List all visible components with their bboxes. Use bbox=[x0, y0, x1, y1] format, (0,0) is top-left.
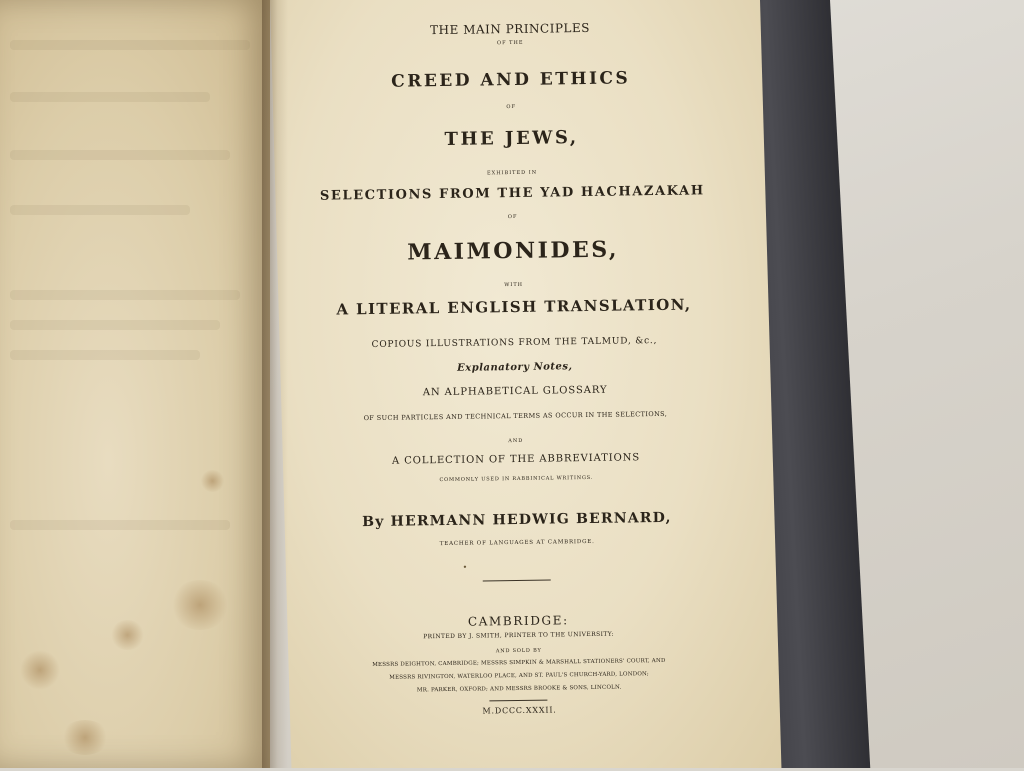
title-line-glossary: AN ALPHABETICAL GLOSSARY bbox=[422, 384, 608, 399]
ornament-dot: • bbox=[462, 562, 468, 572]
title-connector: OF bbox=[506, 103, 516, 111]
show-through-text bbox=[10, 150, 230, 160]
title-connector: OF bbox=[507, 213, 518, 221]
imprint-sellers: MESSRS DEIGHTON, CAMBRIDGE; MESSRS SIMPKIN & MARSHALL STATIONERS' COURT, AND bbox=[372, 657, 666, 669]
divider-rule bbox=[483, 580, 551, 582]
title-line-translation: A LITERAL ENGLISH TRANSLATION, bbox=[336, 295, 692, 319]
title-connector: EXHIBITED IN bbox=[486, 169, 538, 177]
title-line-notes: Explanatory Notes, bbox=[457, 361, 573, 374]
title-connector: AND bbox=[508, 437, 524, 445]
title-line-jews: THE JEWS, bbox=[444, 127, 579, 150]
divider-rule bbox=[489, 700, 547, 702]
title-line-commonly: COMMONLY USED IN RABBINICAL WRITINGS. bbox=[439, 474, 594, 484]
show-through-text bbox=[10, 40, 250, 50]
author-affiliation: TEACHER OF LANGUAGES AT CAMBRIDGE. bbox=[439, 538, 595, 548]
imprint-sellers: MR. PARKER, OXFORD; AND MESSRS BROOKE & SONS, LINCOLN. bbox=[416, 684, 622, 694]
foxing-stain bbox=[110, 620, 145, 650]
title-line-selections: SELECTIONS FROM THE YAD HACHAZAKAH bbox=[319, 183, 705, 204]
title-connector: OF THE bbox=[496, 39, 524, 47]
imprint-printer: PRINTED BY J. SMITH, PRINTER TO THE UNIVERSITY: bbox=[423, 630, 614, 641]
title-line-particles: OF SUCH PARTICLES AND TECHNICAL TERMS AS OCCUR IN THE SELECTIONS, bbox=[363, 409, 668, 423]
title-line-collection: A COLLECTION OF THE ABBREVIATIONS bbox=[391, 452, 641, 467]
title-line-copious: COPIOUS ILLUSTRATIONS FROM THE TALMUD, &c., bbox=[371, 336, 658, 350]
foxing-stain bbox=[200, 470, 225, 492]
author-line: By HERMANN HEDWIG BERNARD, bbox=[362, 509, 672, 531]
title-page bbox=[265, 0, 766, 771]
left-page bbox=[0, 0, 270, 768]
show-through-text bbox=[10, 205, 190, 215]
imprint-sellers: MESSRS RIVINGTON, WATERLOO PLACE, AND ST. PAUL'S CHURCH-YARD, LONDON; bbox=[389, 671, 649, 681]
imprint-sold-by: AND SOLD BY bbox=[495, 647, 542, 655]
title-line-principles: THE MAIN PRINCIPLES bbox=[430, 20, 591, 38]
foxing-stain bbox=[170, 580, 230, 630]
show-through-text bbox=[10, 520, 230, 530]
show-through-text bbox=[10, 290, 240, 300]
show-through-text bbox=[10, 350, 200, 360]
title-connector: WITH bbox=[504, 281, 524, 289]
imprint-year: M.DCCC.XXXII. bbox=[482, 705, 557, 716]
show-through-text bbox=[10, 320, 220, 330]
foxing-stain bbox=[20, 650, 60, 690]
show-through-text bbox=[10, 92, 210, 102]
title-line-maimonides: MAIMONIDES, bbox=[407, 236, 620, 266]
imprint-place: CAMBRIDGE: bbox=[467, 613, 569, 629]
foxing-stain bbox=[60, 720, 110, 755]
title-line-creed: CREED AND ETHICS bbox=[391, 68, 631, 92]
